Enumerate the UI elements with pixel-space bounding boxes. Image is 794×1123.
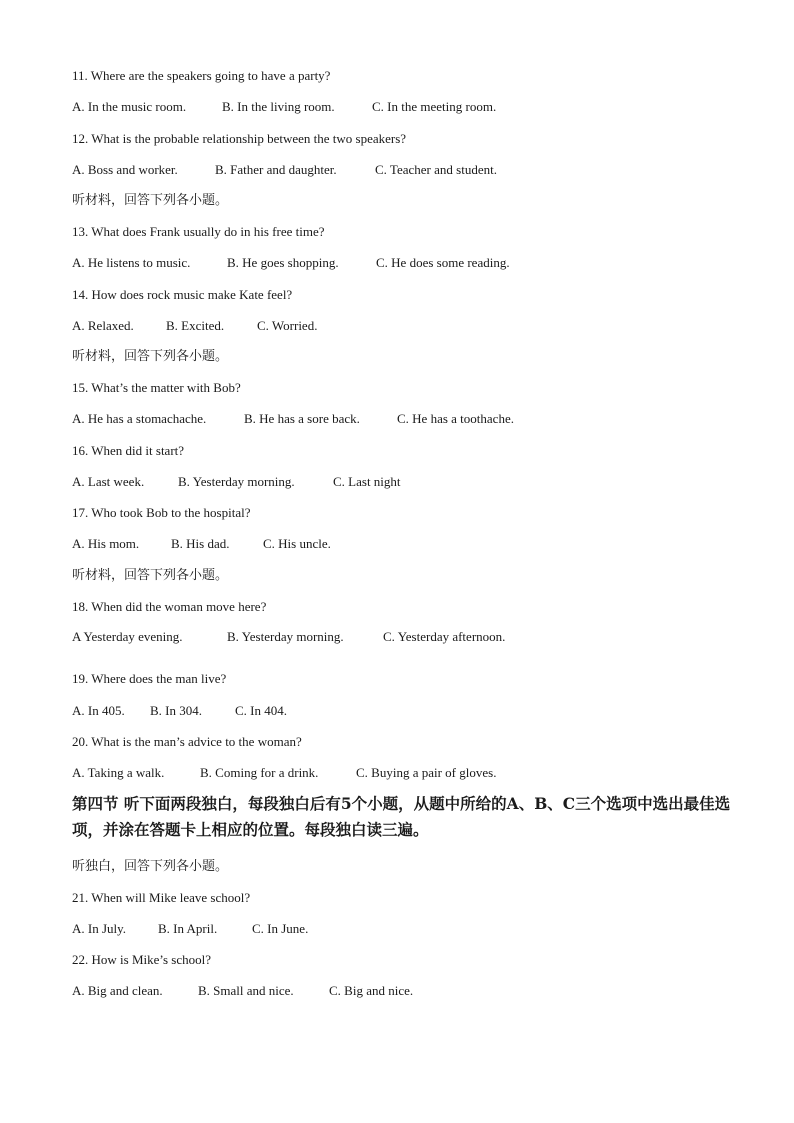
option-a: A Yesterday evening. (72, 629, 183, 644)
option-c: C. Teacher and student. (375, 162, 497, 177)
option-c: C. In 404. (235, 703, 287, 718)
section-instruction: 听材料，回答下列各小题。 (72, 349, 229, 364)
section-instruction: 听材料，回答下列各小题。 (72, 568, 229, 583)
section-instruction: 听独白，回答下列各小题。 (72, 859, 229, 874)
option-a: A. He has a stomachache. (72, 411, 207, 426)
option-b: B. In the living room. (222, 99, 335, 114)
option-b: B. Excited. (166, 318, 225, 333)
options-15 (72, 411, 514, 427)
option-c: C. He has a toothache. (397, 411, 514, 426)
options-22 (72, 983, 413, 999)
question-17: 17. Who took Bob to the hospital? (72, 505, 251, 520)
option-b: B. He goes shopping. (227, 255, 339, 270)
option-b: B. His dad. (171, 536, 230, 551)
option-a: A. In 405. (72, 703, 125, 718)
question-18: 18. When did the woman move here? (72, 599, 267, 614)
question-14: 14. How does rock music make Kate feel? (72, 287, 293, 302)
option-a: A. His mom. (72, 536, 140, 551)
option-c: C. He does some reading. (376, 255, 510, 270)
option-a: A. In July. (72, 921, 127, 936)
option-a: A. He listens to music. (72, 255, 191, 270)
options-14 (72, 318, 317, 334)
option-c: C. Big and nice. (329, 983, 414, 998)
options-17 (72, 536, 331, 552)
section-instruction: 听材料，回答下列各小题。 (72, 193, 229, 208)
options-19 (72, 703, 287, 719)
question-13: 13. What does Frank usually do in his free time? (72, 224, 325, 239)
options-11 (72, 99, 496, 115)
option-a: A. Big and clean. (72, 983, 163, 998)
option-b: B. Small and nice. (198, 983, 294, 998)
options-12 (72, 162, 497, 178)
option-c: C. In June. (252, 921, 309, 936)
option-b: B. Father and daughter. (215, 162, 337, 177)
options-13 (72, 255, 510, 271)
options-20 (72, 765, 496, 781)
option-c: C. Last night (333, 474, 401, 489)
option-b: B. In 304. (150, 703, 202, 718)
option-c: C. In the meeting room. (372, 99, 497, 114)
option-b: B. He has a sore back. (244, 411, 360, 426)
option-c: C. Yesterday afternoon. (383, 629, 506, 644)
question-21: 21. When will Mike leave school? (72, 890, 251, 905)
option-b: B. Yesterday morning. (227, 629, 344, 644)
option-b: B. Coming for a drink. (200, 765, 319, 780)
question-16: 16. When did it start? (72, 443, 185, 458)
question-20: 20. What is the man’s advice to the woman? (72, 734, 302, 749)
option-a: A. Taking a walk. (72, 765, 165, 780)
question-12: 12. What is the probable relationship between the two speakers? (72, 131, 407, 146)
options-16 (72, 474, 401, 490)
options-18 (72, 629, 505, 645)
question-22: 22. How is Mike’s school? (72, 952, 212, 967)
question-19: 19. Where does the man live? (72, 671, 227, 686)
option-c: C. Buying a pair of gloves. (356, 765, 497, 780)
option-a: A. Last week. (72, 474, 145, 489)
option-a: A. Boss and worker. (72, 162, 178, 177)
question-15: 15. What’s the matter with Bob? (72, 380, 241, 395)
option-c: C. His uncle. (263, 536, 331, 551)
option-a: A. Relaxed. (72, 318, 134, 333)
section-4-heading: 第四节 听下面两段独白，每段独白后有5个小题，从题中所给的A、B、C三个选项中选出最佳选项，并涂在答题卡上相应的位置。每段独白读三遍。 (72, 794, 731, 839)
option-b: B. Yesterday morning. (178, 474, 295, 489)
option-c: C. Worried. (257, 318, 318, 333)
option-b: B. In April. (158, 921, 218, 936)
option-a: A. In the music room. (72, 99, 187, 114)
question-11: 11. Where are the speakers going to have a party? (72, 68, 331, 83)
options-21 (72, 921, 308, 937)
